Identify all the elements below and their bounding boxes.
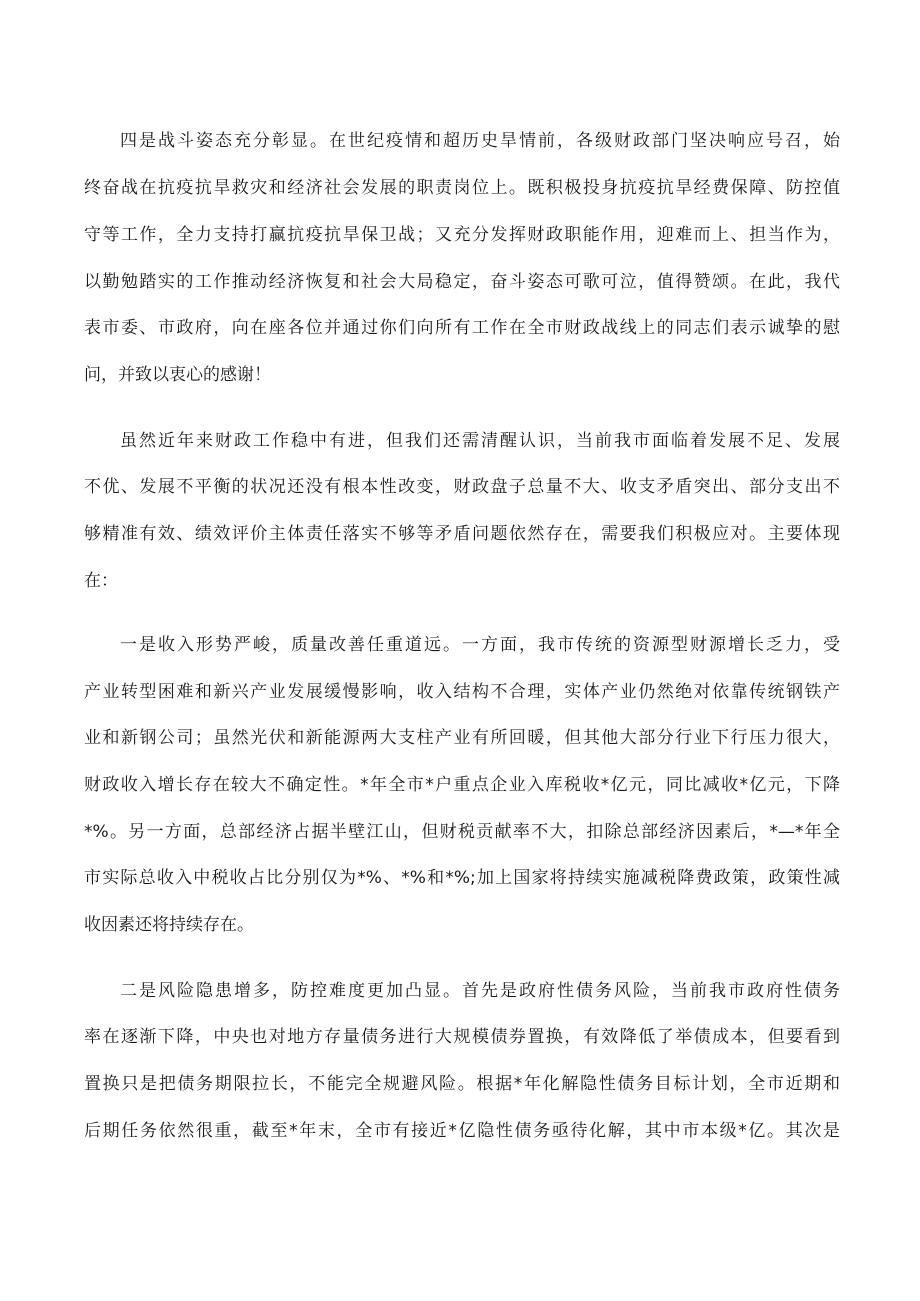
text-line: 表市委、市政府，向在座各位并通过你们向所有工作在全市财政战线上的同志们表示诚挚的慰 [84, 318, 840, 338]
text-line: 虽然近年来财政工作稳中有进，但我们还需清醒认识，当前我市面临着发展不足、发展 [120, 431, 840, 451]
text-line: 财政收入增长存在较大不确定性。*年全市*户重点企业入库税收*亿元，同比减收*亿元，下降 [84, 775, 840, 795]
text-line: 后期任务依然很重，截至*年末，全市有接近*亿隐性债务亟待化解，其中市本级*亿。其次是 [84, 1121, 840, 1141]
text-line: 不优、发展不平衡的状况还没有根本性改变，财政盘子总量不大、收支矛盾突出、部分支出不 [84, 477, 840, 497]
text-line: 一是收入形势严峻，质量改善任重道远。一方面，我市传统的资源型财源增长乏力，受 [120, 635, 840, 655]
text-line: 在： [84, 571, 118, 591]
text-line: 收因素还将持续存在。 [84, 915, 254, 935]
text-line: 置换只是把债务期限拉长，不能完全规避风险。根据*年化解隐性债务目标计划，全市近期和 [84, 1074, 840, 1094]
text-line: 以勤勉踏实的工作推动经济恢复和社会大局稳定，奋斗姿态可歌可泣，值得赞颂。在此，我代 [84, 272, 840, 292]
text-line: 产业转型困难和新兴产业发展缓慢影响，收入结构不合理，实体产业仍然绝对依靠传统钢铁产 [84, 682, 840, 702]
text-line: 业和新钢公司；虽然光伏和新能源两大支柱产业有所回暖，但其他大部分行业下行压力很大， [84, 728, 840, 748]
text-line: 问，并致以衷心的感谢！ [84, 365, 271, 385]
text-line: *%。另一方面，总部经济占据半壁江山，但财税贡献率不大，扣除总部经济因素后，*—*年全 [84, 822, 840, 842]
text-line: 守等工作，全力支持打赢抗疫抗旱保卫战；又充分发挥财政职能作用，迎难而上、担当作为， [84, 225, 840, 245]
text-line: 够精准有效、绩效评价主体责任落实不够等矛盾问题依然存在，需要我们积极应对。主要体现 [84, 524, 840, 544]
text-line: 率在逐渐下降，中央也对地方存量债务进行大规模债券置换，有效降低了举债成本，但要看到 [84, 1027, 840, 1047]
text-line: 二是风险隐患增多，防控难度更加凸显。首先是政府性债务风险，当前我市政府性债务 [120, 981, 840, 1001]
text-line: 终奋战在抗疫抗旱救灾和经济社会发展的职责岗位上。既积极投身抗疫抗旱经费保障、防控值 [84, 178, 840, 198]
text-line: 市实际总收入中税收占比分别仅为*%、*%和*%;加上国家将持续实施减税降费政策，政策性减 [84, 868, 840, 888]
text-line: 四是战斗姿态充分彰显。在世纪疫情和超历史旱情前，各级财政部门坚决响应号召，始 [120, 131, 840, 151]
